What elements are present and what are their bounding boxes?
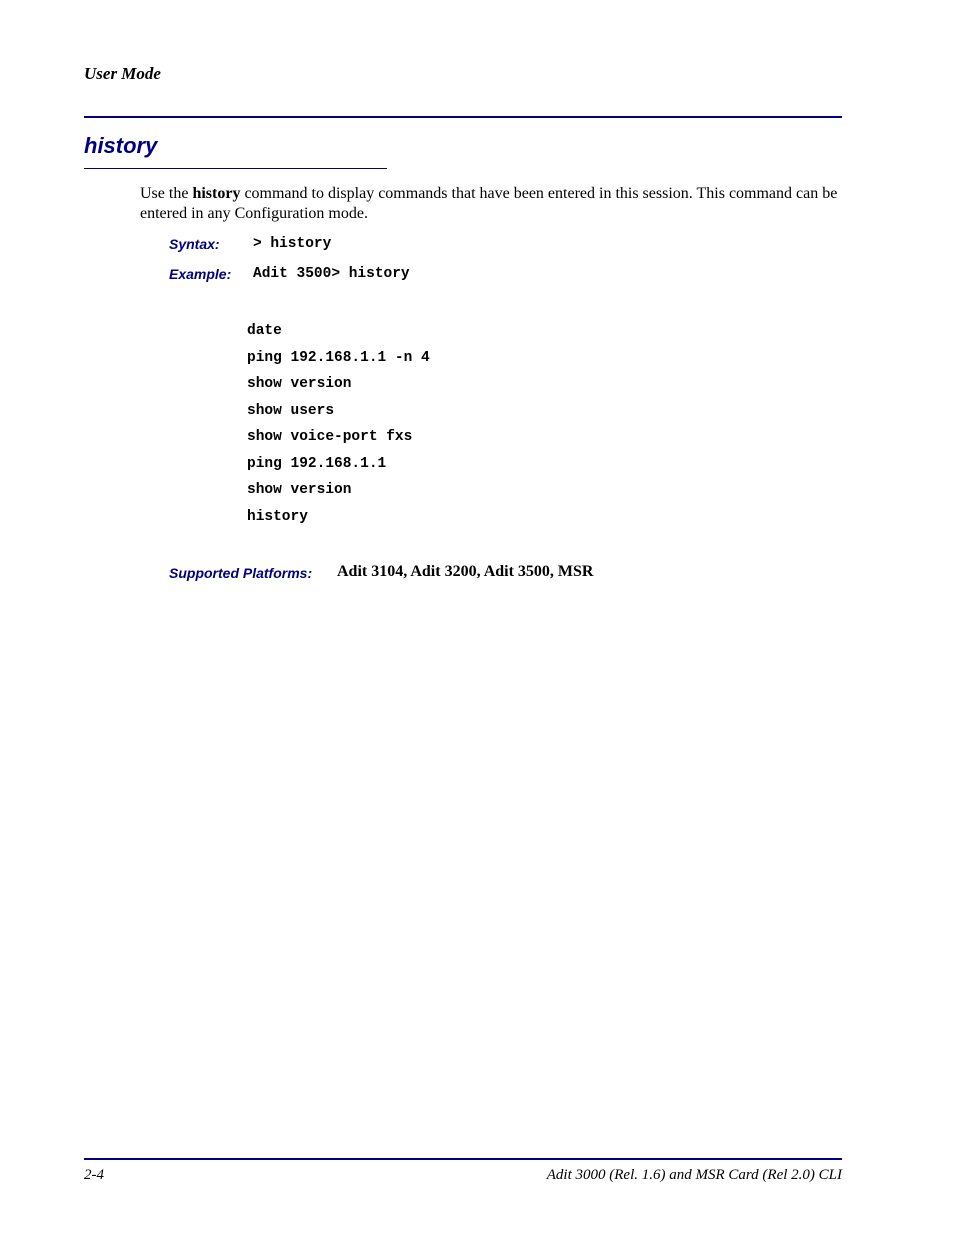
page-number: 2-4 — [84, 1167, 104, 1183]
section-title: history — [84, 133, 158, 158]
example-line: show users — [247, 402, 335, 419]
footer-divider — [84, 1158, 842, 1160]
intro-command: history — [192, 185, 241, 202]
intro-paragraph — [140, 184, 845, 224]
header-divider — [84, 116, 842, 118]
syntax-label: Syntax: — [169, 236, 220, 252]
example-label: Example: — [169, 266, 232, 282]
example-line: date — [247, 323, 282, 339]
platforms-value: Adit 3104, Adit 3200, Adit 3500, MSR — [337, 563, 594, 580]
intro-prefix: Use the — [140, 185, 193, 202]
example-line: show voice-port fxs — [247, 429, 413, 445]
platforms-label: Supported Platforms: — [169, 565, 313, 581]
example-line: show version — [247, 376, 352, 392]
example-line: history — [247, 508, 308, 525]
syntax-value: > history — [253, 236, 332, 252]
footer-doc-title: Adit 3000 (Rel. 1.6) and MSR Card (Rel 2.0) CLI — [546, 1167, 842, 1183]
example-line: ping 192.168.1.1 -n 4 — [247, 349, 430, 366]
intro-suffix: command to display commands that have been entered in this session. This command can be entered in any Configuration mode. — [140, 185, 838, 222]
section-title-underline — [84, 168, 387, 169]
example-output — [247, 321, 430, 533]
example-prompt: Adit 3500> history — [253, 266, 410, 282]
example-line: ping 192.168.1.1 — [247, 455, 387, 472]
running-header: User Mode — [84, 64, 161, 83]
example-line: show version — [247, 482, 352, 498]
